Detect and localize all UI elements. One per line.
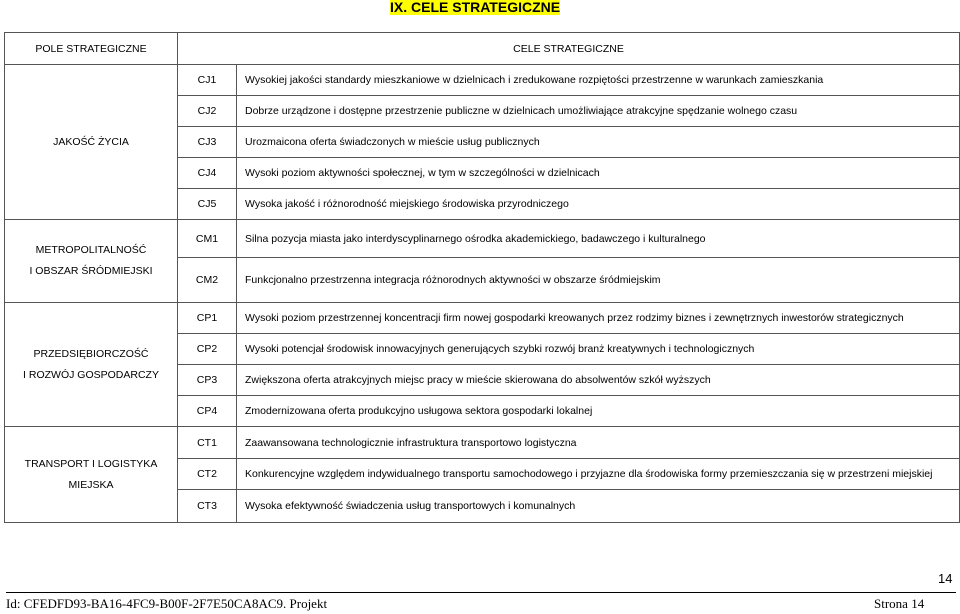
field-transport [5,427,178,523]
goal-text: Wysoki poziom aktywności społecznej, w tym w szczególności w dzielnicach [237,158,960,189]
header-strategic-field: POLE STRATEGICZNE [5,33,178,65]
field-name: PRZEDSIĘBIORCZOŚĆ [33,347,149,360]
goal-text: Zwiększona oferta atrakcyjnych miejsc pracy w mieście skierowana do absolwentów szkół wyższych [237,365,960,396]
table-row [5,303,960,334]
field-name: JAKOŚĆ ŻYCIA [53,135,129,148]
goal-code: CP3 [178,365,237,396]
goal-text: Dobrze urządzone i dostępne przestrzenie publiczne w dzielnicach umożliwiające atrakcyjne spędzanie wolnego czasu [237,96,960,127]
goal-code: CT3 [178,490,237,523]
goal-code: CM1 [178,220,237,258]
footer-divider [6,592,956,593]
goal-code: CP1 [178,303,237,334]
goal-text: Wysoki potencjał środowisk innowacyjnych generujących szybki rozwój branż kreatywnych i technologicznych [237,334,960,365]
goal-code: CT1 [178,427,237,459]
field-name: TRANSPORT I LOGISTYKA [24,457,158,470]
table-row [5,65,960,96]
table-row [5,220,960,258]
footer-page-label: Strona 14 [874,596,925,611]
goal-code: CJ3 [178,127,237,158]
goal-text: Funkcjonalno przestrzenna integracja różnorodnych aktywności w obszarze śródmiejskim [237,258,960,303]
goal-code: CJ2 [178,96,237,127]
table-row [5,427,960,459]
goal-text: Wysoka efektywność świadczenia usług transportowych i komunalnych [237,490,960,523]
field-metropolitan [5,220,178,303]
field-name: I OBSZAR ŚRÓDMIEJSKI [29,265,153,277]
page-number: 14 [938,571,953,586]
goal-text: Konkurencyjne względem indywidualnego transportu samochodowego i przyjazne dla środowiska formy przemieszczania się w przestrzeni miejskiej [237,459,960,490]
goal-text: Silna pozycja miasta jako interdyscyplinarnego ośrodka akademickiego, badawczego i kulturalnego [237,220,960,258]
header-strategic-goals: CELE STRATEGICZNE [178,33,960,65]
goal-code: CJ1 [178,65,237,96]
goal-text: Zmodernizowana oferta produkcyjno usługowa sektora gospodarki lokalnej [237,396,960,427]
section-title: IX. CELE STRATEGICZNE [390,0,561,15]
goal-text: Wysoki poziom przestrzennej koncentracji firm nowej gospodarki kreowanych przez rodzimy biznes i zewnętrznych inwestorów strategicznych [237,303,960,334]
goal-text: Wysoka jakość i różnorodność miejskiego środowiska przyrodniczego [237,189,960,220]
strategic-goals-table [4,32,960,523]
goal-text: Zaawansowana technologicznie infrastruktura transportowo logistyczna [237,427,960,459]
goal-code: CT2 [178,459,237,490]
field-entrepreneurship [5,303,178,427]
footer-document-id: Id: CFEDFD93-BA16-4FC9-B00F-2F7E50CA8AC9. Projekt [6,596,328,611]
goal-code: CM2 [178,258,237,303]
goal-code: CJ4 [178,158,237,189]
field-name: MIEJSKA [68,478,114,491]
table-header-row [5,33,960,65]
field-name: METROPOLITALNOŚĆ [35,244,147,256]
goal-text: Wysokiej jakości standardy mieszkaniowe w dzielnicach i zredukowane rozpiętości przestrzenne w warunkach zamieszkania [237,65,960,96]
goal-text: Urozmaicona oferta świadczonych w mieście usług publicznych [237,127,960,158]
goal-code: CP4 [178,396,237,427]
field-name: I ROZWÓJ GOSPODARCZY [23,368,159,381]
field-quality-of-life [5,65,178,220]
goal-code: CP2 [178,334,237,365]
goal-code: CJ5 [178,189,237,220]
